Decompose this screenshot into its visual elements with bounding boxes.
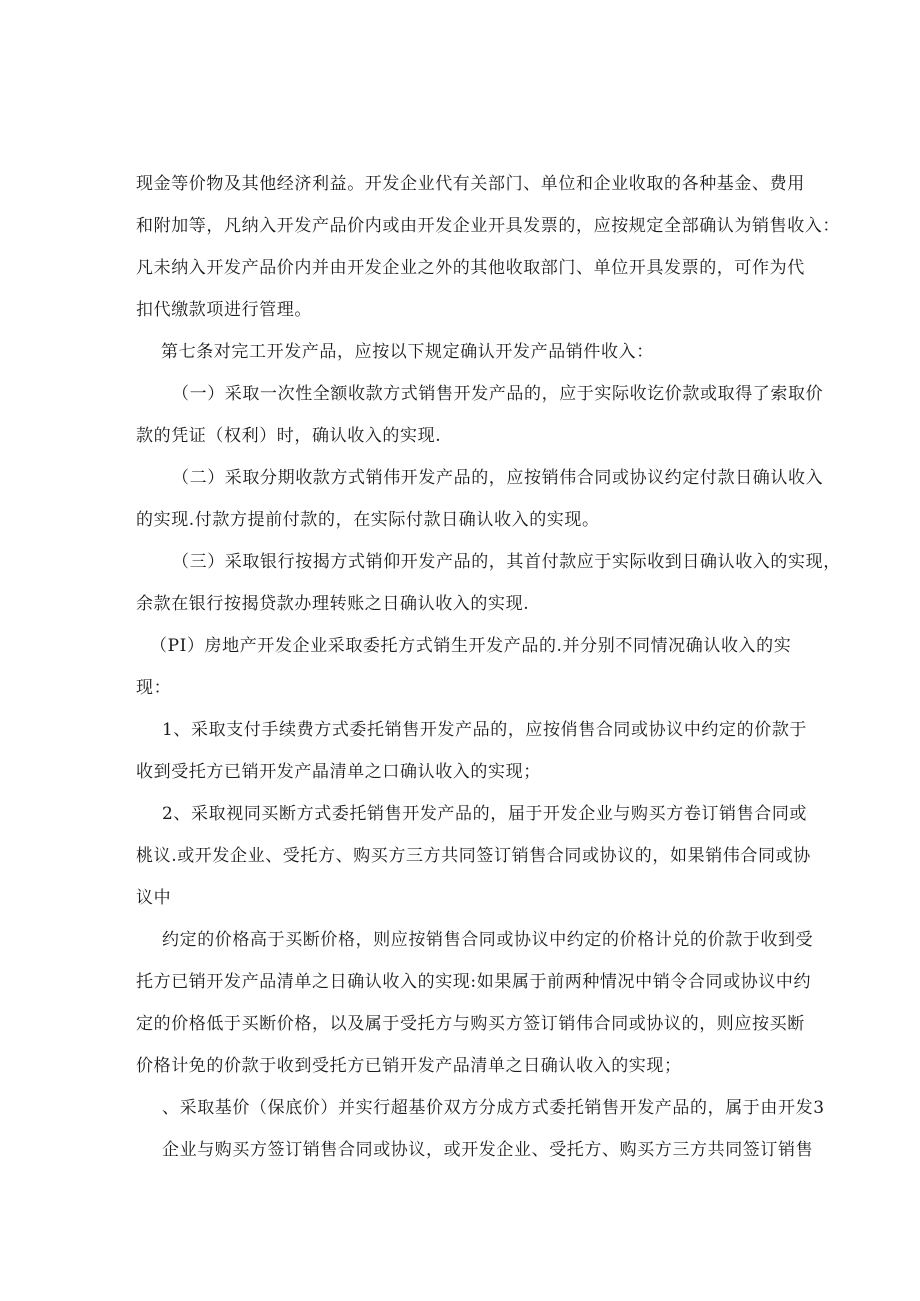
article-7-heading: 第七条对完工开发产品，应按以下规定确认开发产品销件收入： xyxy=(161,342,654,362)
text-line: 余款在银行按揭贷款办理转账之日确认收入的实现. xyxy=(136,594,530,614)
clause-3: （三）采取银行按揭方式销仰开发产品的，其首付款应于实际收到日确认收入的实现， xyxy=(172,552,841,572)
text-line: 托方已销开发产品清单之日确认收入的实现:如果属于前两种情况中销令合同或协议中约 xyxy=(136,972,812,992)
clause-2: （二）采取分期收款方式销伟开发产品的，应按销伟合同或协议约定付款日确认收入 xyxy=(172,468,824,488)
text-line: 议中 xyxy=(136,888,172,908)
text-line: 收到受托方已销开发产晶清单之口确认收入的实现； xyxy=(136,762,541,782)
text-line: 价格计免的价款于收到受托方已销开发产品清单之日确认收入的实现； xyxy=(136,1056,682,1076)
text-line: 定的价格低于买断价格，以及属于受托方与购买方签订销伟合同或协议的，则应按买断 xyxy=(136,1014,805,1034)
text-line: 扣代缴款项进行管理。 xyxy=(136,300,312,320)
sub-clause-2: 2、采取视同买断方式委托销售开发产品的，届于开发企业与购买方卷订销售合同或 xyxy=(162,804,808,824)
text-line: 和附加等，凡纳入开发产品价内或由开发企业开具发票的，应按规定全部确认为销售收入： xyxy=(136,216,840,236)
sub-clause-3: 、采取基价（保底价）并实行超基价双方分成方式委托销售开发产品的，属于由开发3 xyxy=(162,1098,825,1118)
text-line: 款的凭证（权利）时，确认收入的实现. xyxy=(136,426,442,446)
text-line: 凡未纳入开发产品价内并由开发企业之外的其他收取部门、单位开具发票的，可作为代 xyxy=(136,258,805,278)
text-line: 现金等价物及其他经济利益。开发企业代有关部门、单位和企业收取的各种基金、费用 xyxy=(136,174,805,194)
sub-clause-1: 1、采取支付手续费方式委托销售开发产品的，应按俏售合同或协议中约定的价款于 xyxy=(162,720,808,740)
text-line: 的实现.付款方提前付款的，在实际付款日确认收入的实现。 xyxy=(136,510,600,530)
text-line: 企业与购买方签订销售合同或协议，或开发企业、受托方、购买方三方共同签订销售 xyxy=(162,1140,814,1160)
text-line: 桃议.或开发企业、受托方、购买方三方共同签订销售合同或协议的，如果销伟合同或协 xyxy=(136,846,811,866)
text-line: 现： xyxy=(136,678,172,698)
clause-4: （PI）房地产开发企业采取委托方式销生开发产品的.并分别不同情况确认收入的实 xyxy=(150,636,792,656)
clause-1: （一）采取一次性全额收款方式销售开发产品的，应于实际收讫价款或取得了索取价 xyxy=(172,384,824,404)
text-line: 约定的价格高于买断价格，则应按销售合同或协议中约定的价格计兑的价款于收到受 xyxy=(162,930,814,950)
